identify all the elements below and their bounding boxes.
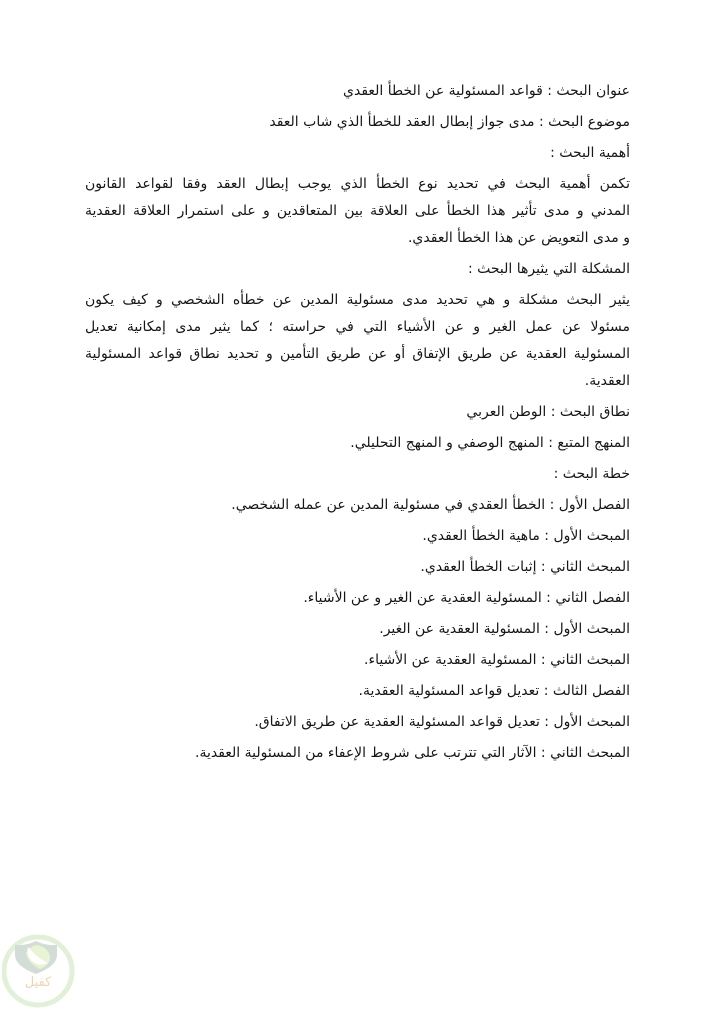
scope-line: نطاق البحث : الوطن العربي [466, 404, 630, 420]
importance-paragraph-line: و مدى التعويض عن هذا الخطأ العقدي. [407, 230, 630, 246]
problem-heading: المشكلة التي يثيرها البحث : [467, 261, 630, 277]
chapter2-line: الفصل الثاني : المسئولية العقدية عن الغير و عن الأشياء. [303, 590, 630, 606]
problem-paragraph-line: العقدية. [584, 373, 630, 389]
importance-heading: أهمية البحث : [550, 145, 630, 161]
research-subject-line: موضوع البحث : مدى جواز إبطال العقد للخطأ الذي شاب العقد [269, 114, 630, 130]
chapter3-line: الفصل الثالث : تعديل قواعد المسئولية العقدية. [358, 683, 630, 699]
problem-paragraph-line: المسئولية العقدية عن طريق الإتفاق أو عن طريق التأمين و تحديد نطاق قواعد المسئولية [85, 346, 630, 362]
problem-paragraph-line: يثير البحث مشكلة و هي تحديد مدى مسئولية المدين عن خطأه الشخصي و كيف يكون [85, 292, 630, 308]
chapter3-section1-line: المبحث الأول : تعديل قواعد المسئولية العقدية عن طريق الاتفاق. [254, 714, 630, 730]
plan-heading: خطة البحث : [553, 466, 630, 482]
importance-paragraph-line: المدني و مدى تأثير هذا الخطأ على العلاقة بين المتعاقدين و على استمرار العلاقة العقدية [85, 203, 630, 219]
chapter2-section2-line: المبحث الثاني : المسئولية العقدية عن الأشياء. [364, 652, 630, 668]
chapter3-section2-line: المبحث الثاني : الآثار التي تترتب على شروط الإعفاء من المسئولية العقدية. [195, 745, 630, 761]
problem-paragraph-line: مسئولا عن عمل الغير و عن الأشياء التي في حراسته ؛ كما يثير مدى إمكانية تعديل [85, 319, 630, 335]
chapter1-line: الفصل الأول : الخطأ العقدي في مسئولية المدين عن عمله الشخصي. [231, 497, 630, 513]
chapter1-section1-line: المبحث الأول : ماهية الخطأ العقدي. [422, 528, 630, 544]
methodology-line: المنهج المتبع : المنهج الوصفي و المنهج التحليلي. [350, 435, 630, 451]
chapter1-section2-line: المبحث الثاني : إثبات الخطأ العقدي. [420, 559, 630, 575]
research-title-line: عنوان البحث : قواعد المسئولية عن الخطأ العقدي [343, 83, 630, 99]
chapter2-section1-line: المبحث الأول : المسئولية العقدية عن الغير. [379, 621, 630, 637]
importance-paragraph-line: تكمن أهمية البحث في تحديد نوع الخطأ الذي يوجب إبطال العقد وفقا لقواعد القانون [85, 176, 630, 192]
watermark-word: كفيل [24, 975, 52, 990]
